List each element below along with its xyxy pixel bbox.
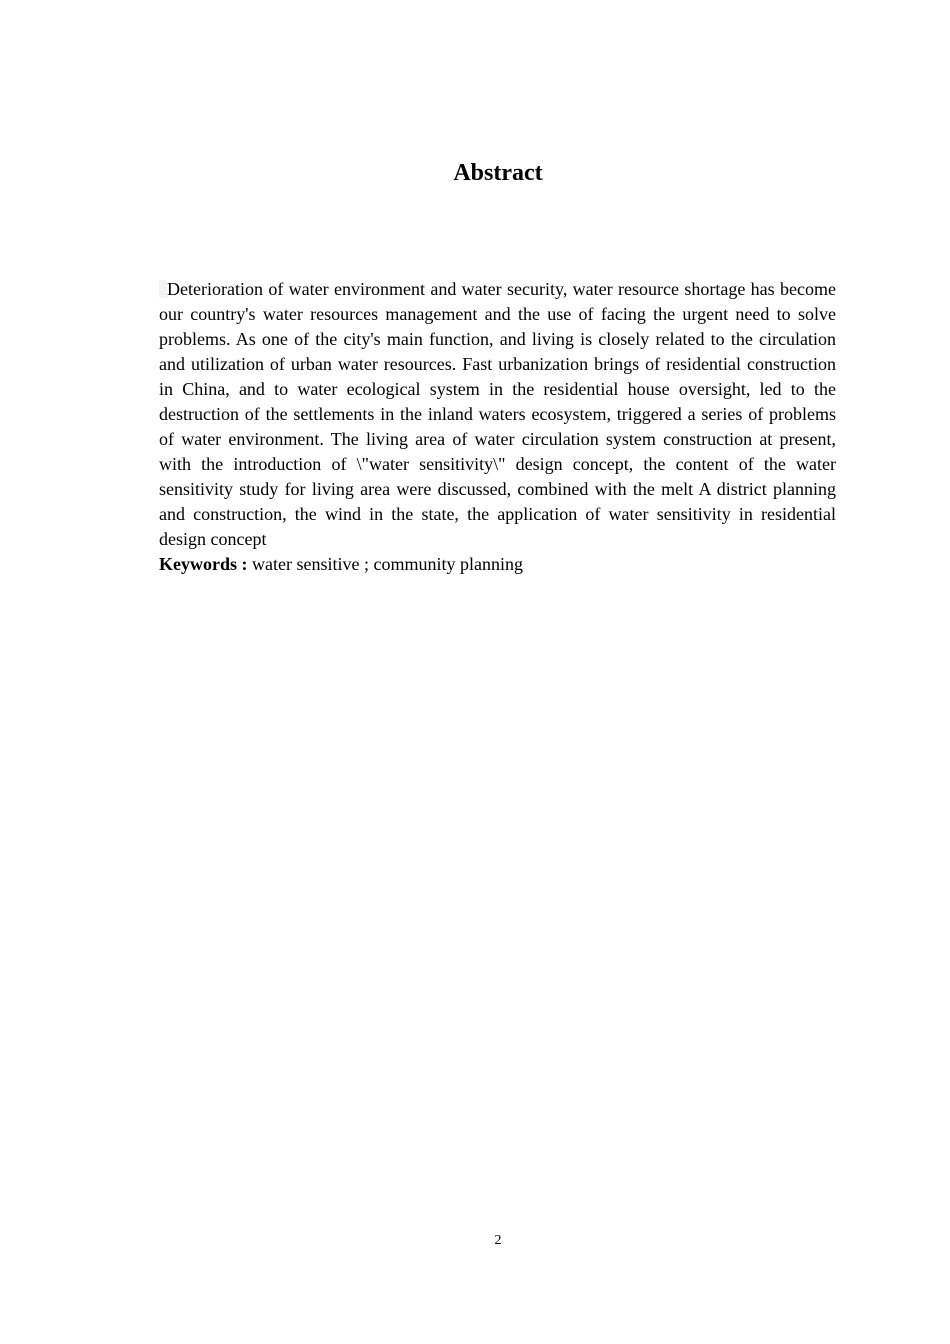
- abstract-section: [159, 277, 836, 577]
- keywords-value: water sensitive ; community planning: [252, 554, 523, 574]
- paragraph-indent-marker: [159, 280, 167, 298]
- page-title: Abstract: [453, 160, 543, 186]
- abstract-paragraph: [159, 277, 836, 552]
- keywords-line: [159, 552, 836, 577]
- keywords-label: Keywords :: [159, 554, 248, 574]
- abstract-text: Deterioration of water environment and water security, water resource shortage has become our country's water resources management and the use of facing the urgent need to solve problems. As one of the city's main function, and living is closely related to the circulation and utilization of urban water resources. Fast urbanization brings of residential construction in China, and to water ecological system in the residential house oversight, led to the destruction of the settlements in the inland waters ecosystem, triggered a series of problems of water environment. The living area of water circulation system construction at present, with the introduction of \"water sensitivity\" design concept, the content of the water sensitivity study for living area were discussed, combined with the melt A district planning and construction, the wind in the state, the application of water sensitivity in residential design concept: [159, 279, 836, 549]
- page-number: 2: [494, 1233, 502, 1248]
